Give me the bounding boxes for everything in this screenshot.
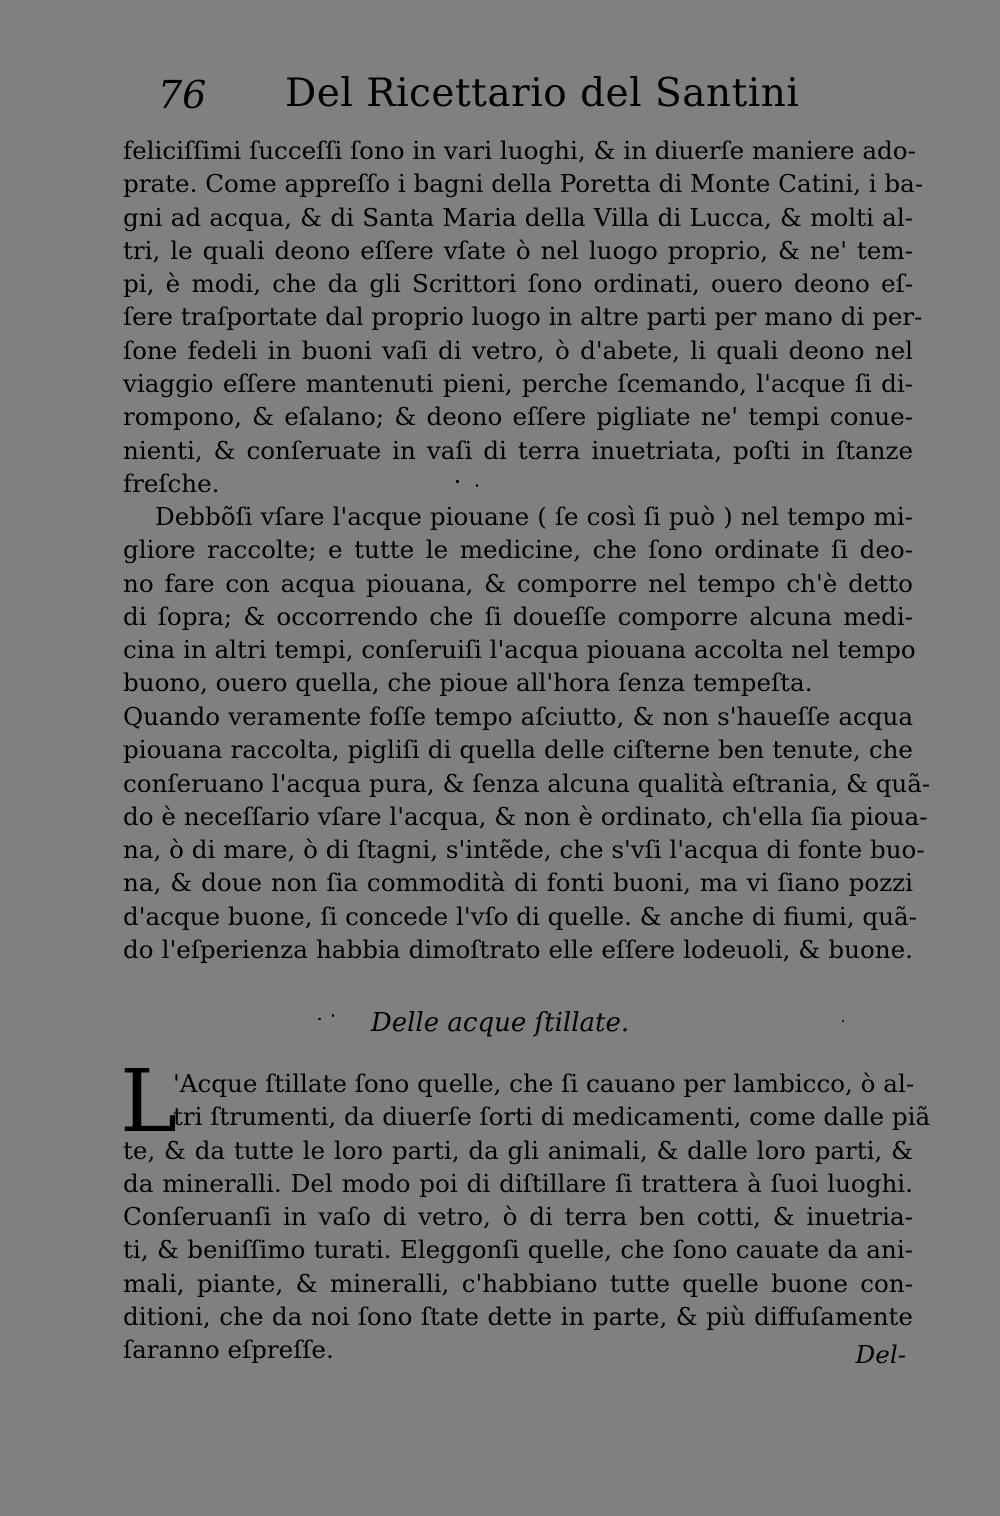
text-line: Quando veramente foſſe tempo aſciutto, & non s'haueſſe acqua — [123, 702, 913, 731]
ink-speck — [318, 1018, 321, 1020]
text-line: nienti, & conſeruate in vaſi di terra inuetriata, poſti in ſtanze — [123, 435, 913, 465]
text-line: do è neceſſario vſare l'acqua, & non è ordinato, ch'ella ſia pioua- — [123, 801, 928, 831]
text-line: tri, le quali deono eſſere vſate ò nel luogo proprio, & ne' tem- — [123, 235, 913, 265]
text-line: ſaranno eſpreſſe. — [123, 1335, 334, 1365]
text-line: cina in altri tempi, conſeruiſi l'acqua piouana accolta nel tempo — [123, 635, 916, 665]
text-line: feliciſſimi ſucceſſi ſono in vari luoghi, & in diuerſe maniere ado- — [123, 136, 916, 165]
text-line: di ſopra; & occorrendo che ſi doueſſe comporre alcuna medi- — [123, 601, 913, 631]
text-line: ſere traſportate dal proprio luogo in altre parti per mano di per- — [123, 302, 923, 332]
drop-cap: L — [120, 1052, 178, 1152]
text-line: gni ad acqua, & di Santa Maria della Villa di Lucca, & molti al- — [123, 202, 913, 232]
paragraph-distilled-waters — [123, 1067, 931, 1367]
text-line: Debbõſi vſare l'acque piouane ( ſe così ſi può ) nel tempo mi- — [155, 502, 913, 531]
text-line: conſeruano l'acqua pura, & ſenza alcuna qualità eſtrania, & quã- — [123, 768, 931, 798]
ink-speck — [842, 1020, 844, 1022]
text-line: do l'eſperienza habbia dimoſtrato elle eſſere lodeuoli, & buone. — [123, 935, 913, 965]
text-line: ſone fedeli in buoni vaſi di vetro, ò d'abete, li quali deono nel — [123, 335, 913, 365]
text-line: freſche. — [123, 468, 220, 498]
ink-speck — [332, 1014, 334, 1017]
paragraph-continuation — [123, 134, 924, 500]
paragraph-rainwater — [123, 500, 916, 700]
text-line: d'acque buone, ſi concede l'vſo di quelle. & anche di fiumi, quã- — [123, 901, 917, 931]
text-line: na, & doue non ſia commodità di fonti buoni, ma vi ſiano pozzi — [123, 868, 913, 898]
text-line: te, & da tutte le loro parti, da gli animali, & dalle loro parti, & — [123, 1135, 913, 1165]
ink-speck — [456, 480, 459, 483]
text-line: viaggio eſſere mantenuti pieni, perche ſcemando, l'acque ſi di- — [123, 369, 913, 399]
text-line: Conſeruanſi in vaſo di vetro, ò di terra ben cotti, & inuetria- — [123, 1202, 913, 1232]
page-header — [150, 68, 910, 132]
text-line: prate. Come appreſſo i bagni della Poretta di Monte Catini, i ba- — [123, 169, 924, 199]
text-line: pi, è modi, che da gli Scrittori ſono ordinati, ouero deono eſ- — [123, 269, 913, 299]
text-line: da mineralli. Del modo poi di diſtillare ſi trattera à ſuoi luoghi. — [123, 1168, 913, 1198]
text-line: piouana raccolta, pigliſi di quella delle ciſterne ben tenute, che — [123, 735, 913, 765]
running-head: Del Ricettario del Santini — [285, 71, 800, 116]
page-number: 76 — [158, 73, 207, 117]
text-line: 'Acque ſtillate ſono quelle, che ſi cauano per lambicco, ò al- — [173, 1069, 915, 1098]
text-line: ditioni, che da noi ſono ſtate dette in parte, & più diffuſamente — [123, 1302, 913, 1332]
text-line: mali, piante, & mineralli, c'habbiano tutte quelle buone con- — [123, 1268, 913, 1298]
text-line: buono, ouero quella, che pioue all'hora ſenza tempeſta. — [123, 668, 813, 698]
text-line: gliore raccolte; e tutte le medicine, che ſono ordinate ſi deo- — [123, 535, 913, 565]
text-line: tri ſtrumenti, da diuerſe ſorti di medicamenti, come dalle piã — [173, 1102, 931, 1132]
text-line: no fare con acqua piouana, & comporre nel tempo ch'è detto — [123, 568, 913, 598]
text-line: na, ò di mare, ò di ſtagni, s'intẽde, che s'vſi l'acqua di fonte buo- — [123, 835, 925, 865]
ink-speck — [476, 484, 478, 487]
catchword: Del- — [855, 1340, 906, 1369]
text-line: rompono, & eſalano; & deono eſſere pigliate ne' tempi conue- — [123, 402, 913, 432]
text-line: ti, & beniſſimo turati. Eleggonſi quelle, che ſono cauate da ani- — [123, 1235, 913, 1265]
section-heading: Delle acque ſtillate. — [370, 1008, 630, 1038]
paragraph-dry-weather — [123, 700, 931, 966]
